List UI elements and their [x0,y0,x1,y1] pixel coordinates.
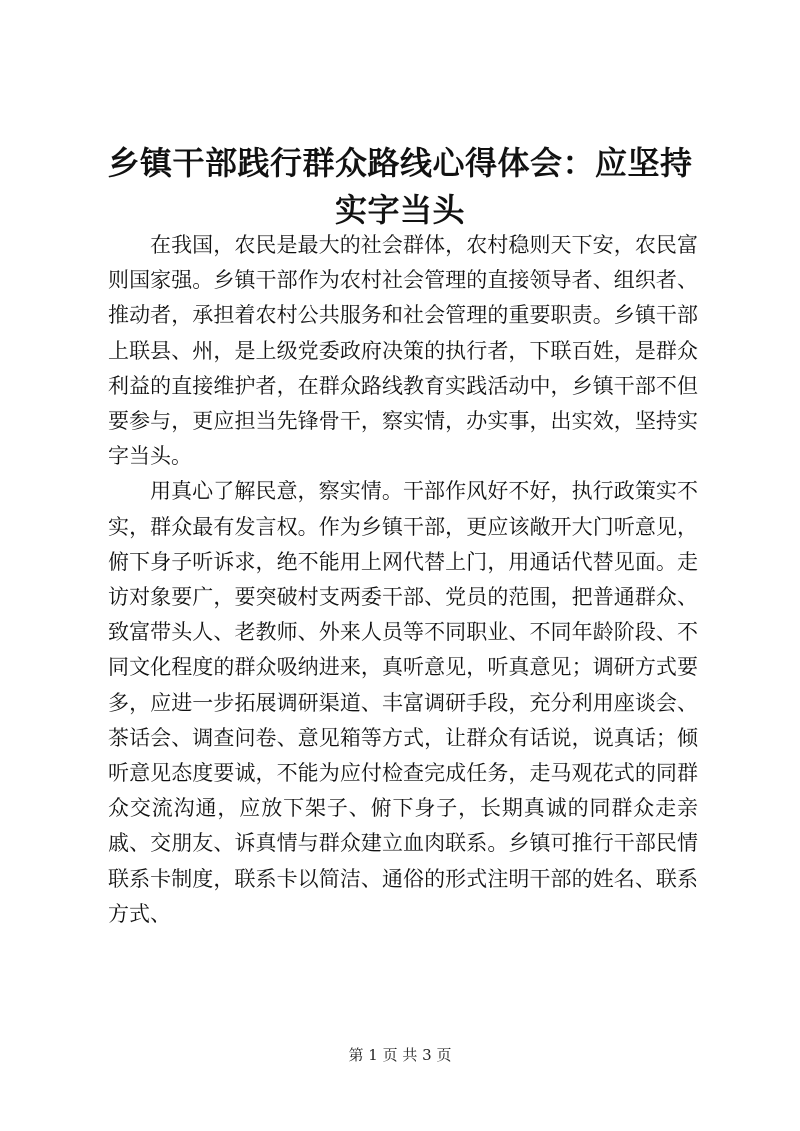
paragraph-intro: 在我国，农民是最大的社会群体，农村稳则天下安，农民富则国家强。乡镇干部作为农村社会管理的直接领导者、组织者、推动者，承担着农村公共服务和社会管理的重要职责。乡镇干部上联县、州，是上级党委政府决策的执行者，下联百姓，是群众利益的直接维护者，在群众路线教育实践活动中，乡镇干部不但要参与，更应担当先锋骨干，察实情，办实事，出实效，坚持实字当头。 [108,233,698,469]
document-body [108,228,698,932]
page-number-footer: 第 1 页 共 3 页 [348,1046,452,1064]
paragraph-understand-public-opinion: 用真心了解民意，察实情。干部作风好不好，执行政策实不实，群众最有发言权。作为乡镇干部，更应该敞开大门听意见，俯下身子听诉求，绝不能用上网代替上门，用通话代替见面。走访对象要广，要突破村支两委干部、党员的范围，把普通群众、致富带头人、老教师、外来人员等不同职业、不同年龄阶段、不同文化程度的群众吸纳进来，真听意见，听真意见；调研方式要多，应进一步拓展调研渠道、丰富调研手段，充分利用座谈会、茶话会、调查问卷、意见箱等方式，让群众有话说，说真话；倾听意见态度要诚，不能为应付检查完成任务，走马观花式的同群众交流沟通，应放下架子、俯下身子，长期真诚的同群众走亲戚、交朋友、诉真情与群众建立血肉联系。乡镇可推行干部民情联系卡制度，联系卡以简洁、通俗的形式注明干部的姓名、联系方式、 [108,479,698,926]
document-title: 乡镇干部践行群众路线心得体会：应坚持实字当头 [107,144,693,229]
